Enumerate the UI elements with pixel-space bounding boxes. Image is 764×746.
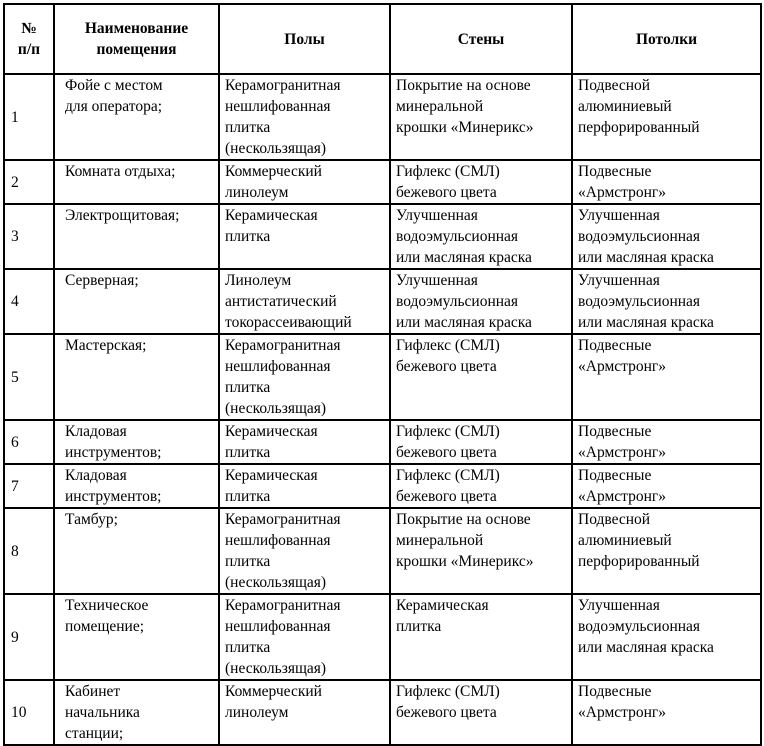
room-name-cell: Техническое помещение;	[54, 594, 219, 680]
header-walls: Стены	[390, 4, 572, 74]
header-row	[4, 4, 761, 74]
ceilings-cell: Улучшенная водоэмульсионная или масляная краска	[572, 594, 761, 680]
table-row	[4, 420, 761, 464]
floors-cell: Керамогранитная нешлифованная плитка (нескользящая)	[219, 594, 390, 680]
row-number-cell: 1	[4, 74, 54, 160]
row-number-cell: 8	[4, 508, 54, 594]
table-row	[4, 594, 761, 680]
row-number-cell: 5	[4, 334, 54, 420]
room-name-cell: Комната отдыха;	[54, 160, 219, 204]
walls-cell: Гифлекс (СМЛ) бежевого цвета	[390, 420, 572, 464]
room-name-cell: Электрощитовая;	[54, 204, 219, 269]
floors-cell: Коммерческий линолеум	[219, 680, 390, 745]
row-number-cell: 6	[4, 420, 54, 464]
row-number-cell: 2	[4, 160, 54, 204]
ceilings-cell: Подвесные «Армстронг»	[572, 680, 761, 745]
walls-cell: Керамическая плитка	[390, 594, 572, 680]
table-row	[4, 680, 761, 745]
floors-cell: Линолеум антистатический токорассеивающий	[219, 269, 390, 334]
floors-cell: Коммерческий линолеум	[219, 160, 390, 204]
room-name-cell: Кладовая инструментов;	[54, 420, 219, 464]
floors-cell: Керамогранитная нешлифованная плитка (нескользящая)	[219, 508, 390, 594]
table-row	[4, 160, 761, 204]
row-number-cell: 10	[4, 680, 54, 745]
table-row	[4, 334, 761, 420]
floors-cell: Керамическая плитка	[219, 464, 390, 508]
ceilings-cell: Подвесной алюминиевый перфорированный	[572, 74, 761, 160]
table-body	[4, 74, 761, 745]
row-number-cell: 9	[4, 594, 54, 680]
floors-cell: Керамогранитная нешлифованная плитка (нескользящая)	[219, 334, 390, 420]
header-floors: Полы	[219, 4, 390, 74]
room-name-cell: Кабинет начальника станции;	[54, 680, 219, 745]
table-row	[4, 204, 761, 269]
walls-cell: Гифлекс (СМЛ) бежевого цвета	[390, 680, 572, 745]
ceilings-cell: Подвесной алюминиевый перфорированный	[572, 508, 761, 594]
ceilings-cell: Подвесные «Армстронг»	[572, 334, 761, 420]
ceilings-cell: Улучшенная водоэмульсионная или масляная краска	[572, 269, 761, 334]
ceilings-cell: Подвесные «Армстронг»	[572, 464, 761, 508]
walls-cell: Гифлекс (СМЛ) бежевого цвета	[390, 160, 572, 204]
room-name-cell: Мастерская;	[54, 334, 219, 420]
table-row	[4, 269, 761, 334]
room-name-cell: Фойе с местом для оператора;	[54, 74, 219, 160]
row-number-cell: 4	[4, 269, 54, 334]
ceilings-cell: Подвесные «Армстронг»	[572, 420, 761, 464]
row-number-cell: 7	[4, 464, 54, 508]
room-name-cell: Серверная;	[54, 269, 219, 334]
header-room: Наименование помещения	[54, 4, 219, 74]
walls-cell: Покрытие на основе минеральной крошки «Минерикс»	[390, 508, 572, 594]
room-name-cell: Тамбур;	[54, 508, 219, 594]
walls-cell: Улучшенная водоэмульсионная или масляная краска	[390, 269, 572, 334]
table-row	[4, 508, 761, 594]
walls-cell: Гифлекс (СМЛ) бежевого цвета	[390, 464, 572, 508]
floors-cell: Керамическая плитка	[219, 204, 390, 269]
row-number-cell: 3	[4, 204, 54, 269]
walls-cell: Покрытие на основе минеральной крошки «Минерикс»	[390, 74, 572, 160]
room-name-cell: Кладовая инструментов;	[54, 464, 219, 508]
table-header	[4, 4, 761, 74]
table-row	[4, 74, 761, 160]
walls-cell: Гифлекс (СМЛ) бежевого цвета	[390, 334, 572, 420]
table-row	[4, 464, 761, 508]
ceilings-cell: Улучшенная водоэмульсионная или масляная краска	[572, 204, 761, 269]
header-number: № п/п	[4, 4, 54, 74]
finishing-schedule-table	[3, 3, 762, 746]
floors-cell: Керамогранитная нешлифованная плитка (нескользящая)	[219, 74, 390, 160]
floors-cell: Керамическая плитка	[219, 420, 390, 464]
header-ceilings: Потолки	[572, 4, 761, 74]
ceilings-cell: Подвесные «Армстронг»	[572, 160, 761, 204]
walls-cell: Улучшенная водоэмульсионная или масляная краска	[390, 204, 572, 269]
